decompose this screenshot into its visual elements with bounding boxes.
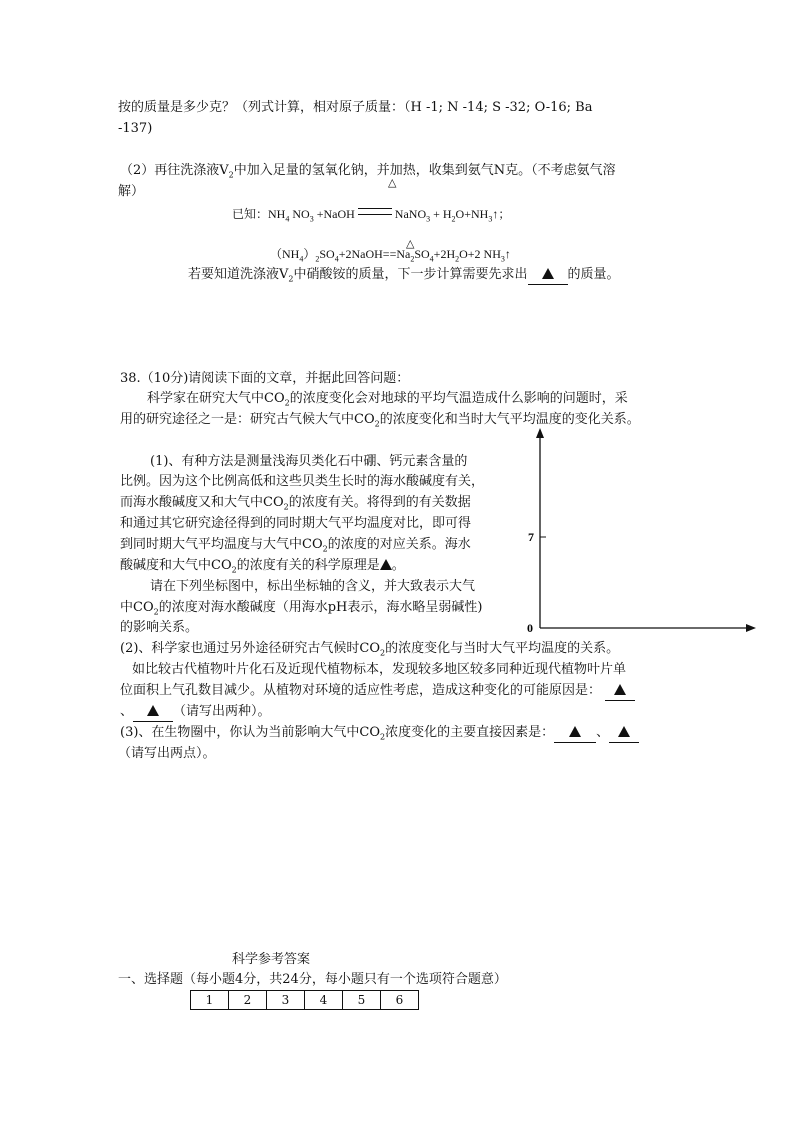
q38-p1-line7: 请在下列坐标图中，标出坐标轴的含义，并大致表示大气 — [150, 579, 476, 594]
answer-cell-1: 1 — [191, 991, 229, 1010]
q37-final-question: 若要知道洗涤液$V_2$中硝酸铵的质量，下一步计算需要先求出 的质量。 — [188, 267, 620, 284]
equation-2: $(NH_4)_2SO_4+2NaOH==Na_2SO_4+2H_2O+2$ $NH_3↑$ — [270, 247, 511, 264]
triangle-icon — [618, 726, 630, 737]
triangle-icon — [380, 559, 392, 570]
q38-p3-line1: (3)、在生物圈中，你认为当前影响大气中$CO_2$浓度变化的主要直接因素是： 、 — [120, 724, 639, 747]
answer-blank[interactable] — [605, 682, 635, 701]
q38-intro-line1: 科学家在研究大气中$CO_2$的浓度变化会对地球的平均气温造成什么影响的问题时，采 — [147, 391, 628, 408]
q37-part2-line2: 解） — [118, 184, 145, 199]
answer-blank[interactable] — [528, 266, 568, 285]
answer-cell-3: 3 — [267, 991, 305, 1010]
q38-p2-line1: (2)、科学家也通过另外途径研究古气候时$CO_2$的浓度变化与当时大气平均温度的关系。 — [120, 641, 620, 658]
q37-line2: -137) — [118, 121, 153, 136]
answer-cell-5: 5 — [343, 991, 381, 1010]
q38-p3-line2: （请写出两点）。 — [118, 746, 216, 761]
q38-intro-line2: 用的研究途径之一是：研究古气候大气中$CO_2$的浓度变化和当时大气平均温度的变化关系。 — [120, 412, 640, 429]
answer-cell-2: 2 — [229, 991, 267, 1010]
q38-heading: 38.（10分)请阅读下面的文章，并据此回答问题： — [120, 371, 410, 386]
table-row — [191, 991, 419, 1010]
triangle-icon — [614, 684, 626, 695]
equation-1: 已知：$NH_4$ $NO_3$ +NaOH NaNO$_3$ + $H_2O+NH_3↑$； — [232, 207, 511, 224]
answer-cell-4: 4 — [305, 991, 343, 1010]
q38-p1-line9: 的影响关系。 — [120, 620, 199, 635]
answer-table — [190, 990, 419, 1010]
y-tick-label-7: 7 — [528, 530, 534, 544]
answer-blank[interactable] — [609, 724, 639, 743]
coordinate-chart[interactable] — [520, 425, 760, 640]
delta-symbol: △ — [388, 176, 397, 189]
origin-label: 0 — [527, 621, 533, 635]
triangle-icon — [542, 268, 554, 279]
answer-section-1: 一、选择题（每小题4分，共24分，每小题只有一个选项符合题意） — [118, 972, 507, 987]
q38-p1-line4: 和通过其它研究途径得到的同时期大气平均温度对比，即可得 — [120, 516, 472, 531]
q38-p1-line2: 比例。因为这个比例高低和这些贝类生长时的海水酸碱度有关， — [120, 474, 485, 489]
q38-p2-line4: 、 （请写出两种）。 — [120, 703, 271, 722]
answer-cell-6: 6 — [381, 991, 419, 1010]
q38-p1-line3: 而海水酸碱度又和大气中$CO_2$的浓度有关。将得到的有关数据 — [120, 495, 471, 512]
q38-p1-line5: 到同时期大气平均温度与大气中$CO_2$的浓度的对应关系。海水 — [120, 537, 471, 554]
q38-p1-line8: 中$CO_2$的浓度对海水酸碱度（用海水pH表示，海水略呈弱碱性) — [120, 600, 483, 617]
q37-part2-line1: （2）再往洗涤液$V_2$中加入足量的氢氧化钠，并加热，收集到氨气N克。（不考虑氨气溶 — [120, 163, 616, 180]
answer-key-title: 科学参考答案 — [232, 952, 311, 967]
triangle-icon — [569, 726, 581, 737]
q38-p1-line1: (1)、有种方法是测量浅海贝类化石中硼、钙元素含量的 — [150, 454, 468, 469]
y-axis-arrow-icon — [536, 428, 544, 438]
answer-blank[interactable] — [554, 724, 596, 743]
answer-blank[interactable] — [133, 703, 173, 722]
triangle-icon — [147, 705, 159, 716]
x-axis-arrow-icon — [746, 624, 756, 632]
q38-p1-line6: 酸碱度和大气中$CO_2$的浓度有关的科学原理是 。 — [120, 558, 405, 575]
q38-p2-line3: 位面积上气孔数目减少。从植物对环境的适应性考虑，造成这种变化的可能原因是： — [120, 682, 635, 701]
q38-p2-line2: 如比较古代植物叶片化石及近现代植物标本，发现较多地区较多同种近现代植物叶片单 — [132, 662, 627, 677]
q37-line1: 按的质量是多少克？（列式计算，相对原子质量：（H -1; N -14; S -32; O-16; Ba — [118, 100, 593, 115]
delta-symbol: △ — [406, 237, 415, 250]
